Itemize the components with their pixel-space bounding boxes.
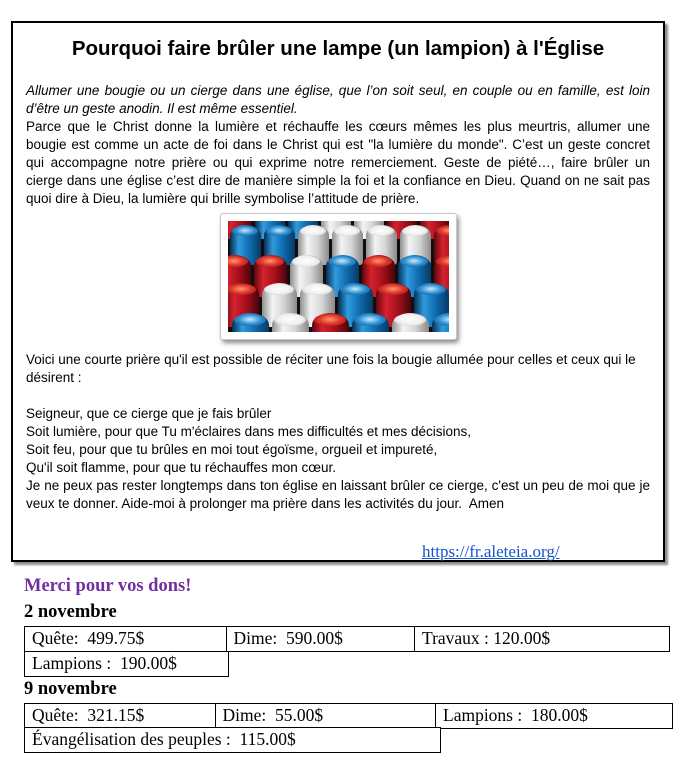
week-date: 2 novembre (24, 602, 117, 622)
prayer-line: Seigneur, que ce cierge que je fais brûler (26, 406, 272, 421)
candle-white (272, 313, 309, 332)
prayer-line: Qu'il soit flamme, pour que tu réchauffes mon cœur. (26, 460, 336, 475)
candle-photo-frame (220, 213, 457, 340)
table-cell-travaux: Travaux : 120.00$ (414, 626, 670, 652)
candle-photo (228, 221, 449, 332)
table-cell-lampions: Lampions : 180.00$ (435, 703, 673, 729)
week-2-novembre (24, 602, 684, 677)
table-row (24, 651, 684, 677)
donations-heading: Merci pour vos dons! (24, 576, 192, 596)
candle-white (392, 313, 429, 332)
article-body: Parce que le Christ donne la lumière et réchauffe les cœurs mêmes les plus meurtris, allumer une bougie est comme un acte de foi dans le Christ qui est "la lumière du monde". C’est un geste concret qui accompagne notre prière ou qui exprime notre remerciement. Geste de piété…, faire brûler un cierge dans une église c’est dire de manière simple la foi et la confiance en Dieu. Quand on ne sait pas quoi dire à Dieu, la lumière qui brille symbolise l’attitude de prière. (26, 119, 650, 206)
week-date: 9 novembre (24, 678, 117, 699)
table-cell-dime: Dime: 590.00$ (226, 626, 416, 652)
table-row (24, 727, 684, 753)
candle-blue (432, 313, 449, 332)
prayer-line: Soit feu, pour que tu brûles en moi tout égoïsme, orgueil et impureté, (26, 442, 438, 457)
table-row (24, 626, 684, 652)
table-cell-quete: Quête: 499.75$ (24, 626, 227, 652)
article-intro: Allumer une bougie ou un cierge dans une église, que l’on soit seul, en couple ou en famille, est loin d’être un geste anodin. Il est même essentiel. (26, 83, 650, 116)
table-cell-quete: Quête: 321.15$ (24, 703, 216, 729)
week-9-novembre (24, 679, 684, 754)
prayer-block (26, 405, 654, 513)
prayer-closing: Je ne peux pas rester longtemps dans ton église en laissant brûler ce cierge, c'est un peu de moi que je veux te donner. Aide-moi à prolonger ma prière dans les activités du jour. Amen (26, 478, 654, 511)
donations-section (24, 576, 684, 755)
table-cell-dime: Dime: 55.00$ (215, 703, 437, 729)
prayer-line: Soit lumière, pour que Tu m'éclaires dans mes difficultés et mes décisions, (26, 424, 472, 439)
article-title: Pourquoi faire brûler une lampe (un lampion) à l'Église (71, 37, 605, 60)
candle-red (312, 313, 349, 332)
table-cell-evangelisation: Évangélisation des peuples : 115.00$ (24, 727, 441, 753)
candle-row (232, 313, 449, 332)
candle-blue (232, 313, 269, 332)
aleteia-link[interactable]: https://fr.aleteia.org/ (422, 542, 560, 561)
candle-blue (352, 313, 389, 332)
table-row (24, 703, 684, 729)
prayer-invite: Voici une courte prière qu'il est possible de réciter une fois la bougie allumée pour celles et ceux qui le désirent : (26, 352, 636, 385)
link-row (422, 542, 650, 562)
table-cell-lampions: Lampions : 190.00$ (24, 651, 229, 677)
article-box (11, 21, 665, 562)
